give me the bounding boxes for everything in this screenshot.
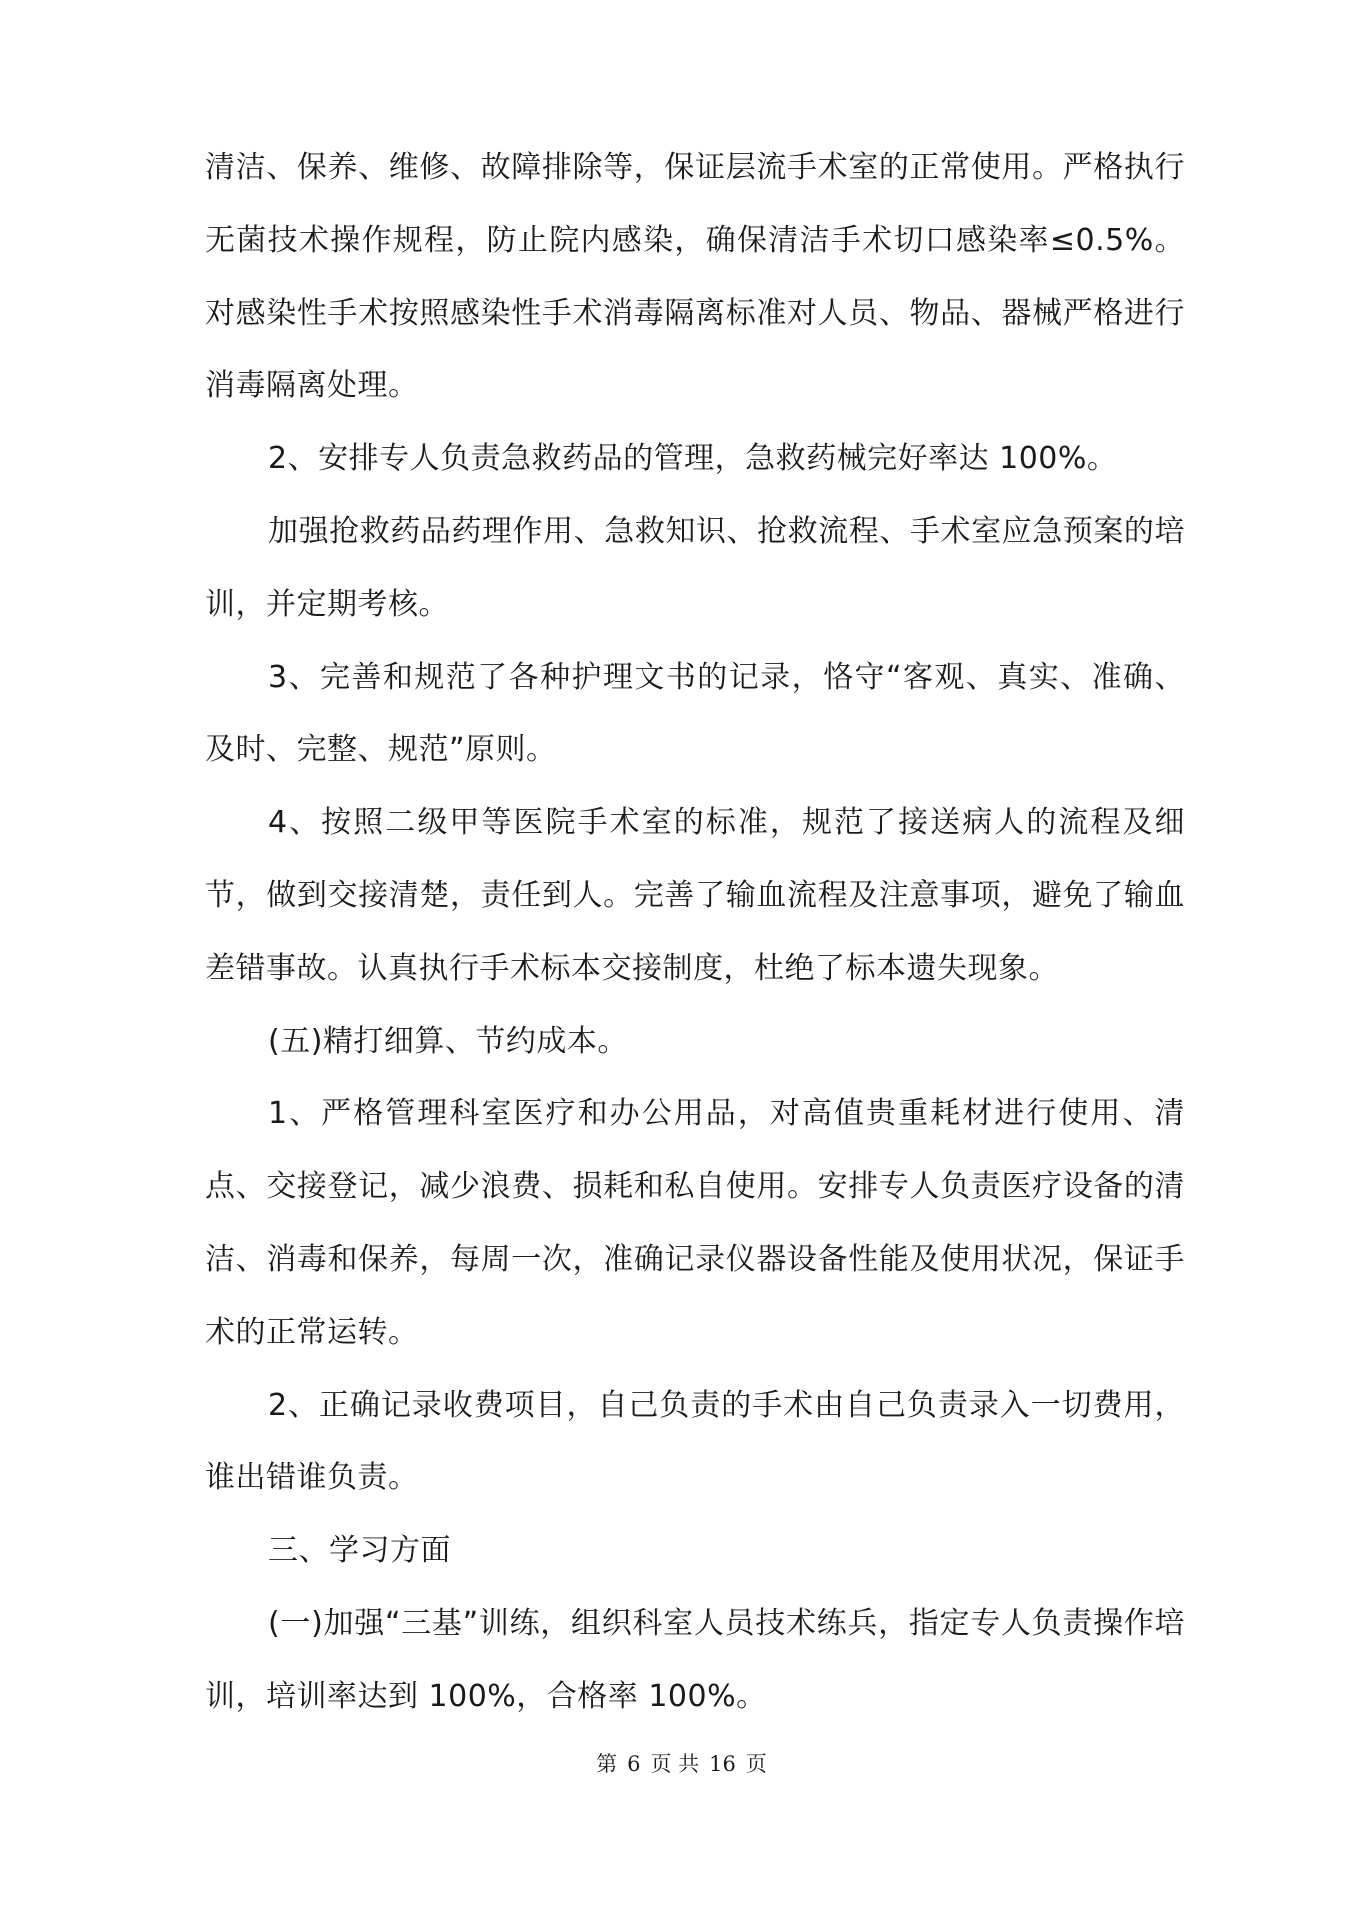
paragraph-8: 2、正确记录收费项目，自己负责的手术由自己负责录入一切费用，谁出错谁负责。 xyxy=(205,1387,1185,1496)
paragraph-2: 2、安排专人负责急救药品的管理，急救药械完好率达 100%。 xyxy=(268,441,1118,477)
paragraph-1: 清洁、保养、维修、故障排除等，保证层流手术室的正常使用。严格执行无菌技术操作规程，防止院内感染，确保清洁手术切口感染率≤0.5%。对感染性手术按照感染性手术消毒隔离标准对人员、物品、器械严格进行消毒隔离处理。 xyxy=(205,150,1185,404)
page-footer xyxy=(0,1748,1363,1778)
paragraph-5: 4、按照二级甲等医院手术室的标准，规范了接送病人的流程及细节，做到交接清楚，责任到人。完善了输血流程及注意事项，避免了输血差错事故。认真执行手术标本交接制度，杜绝了标本遗失现象。 xyxy=(205,805,1185,986)
footer-page-number: 6 xyxy=(627,1752,641,1776)
footer-suffix: 页 xyxy=(745,1752,767,1776)
footer-middle: 页 共 xyxy=(650,1752,700,1776)
footer-prefix: 第 xyxy=(596,1752,618,1776)
paragraph-3: 加强抢救药品药理作用、急救知识、抢救流程、手术室应急预案的培训，并定期考核。 xyxy=(205,513,1185,622)
section-heading-cost: (五)精打细算、节约成本。 xyxy=(268,1023,628,1059)
paragraph-4: 3、完善和规范了各种护理文书的记录，恪守“客观、真实、准确、及时、完整、规范”原则。 xyxy=(205,659,1185,768)
document-body xyxy=(205,132,1185,1734)
footer-total-pages: 16 xyxy=(709,1752,736,1776)
paragraph-7: 1、严格管理科室医疗和办公用品，对高值贵重耗材进行使用、清点、交接登记，减少浪费、损耗和私自使用。安排专人负责医疗设备的清洁、消毒和保养，每周一次，准确记录仪器设备性能及使用状况，保证手术的正常运转。 xyxy=(205,1096,1185,1350)
paragraph-10: (一)加强“三基”训练，组织科室人员技术练兵，指定专人负责操作培训，培训率达到 100%，合格率 100%。 xyxy=(205,1605,1185,1714)
section-heading-learning: 三、学习方面 xyxy=(268,1533,451,1569)
